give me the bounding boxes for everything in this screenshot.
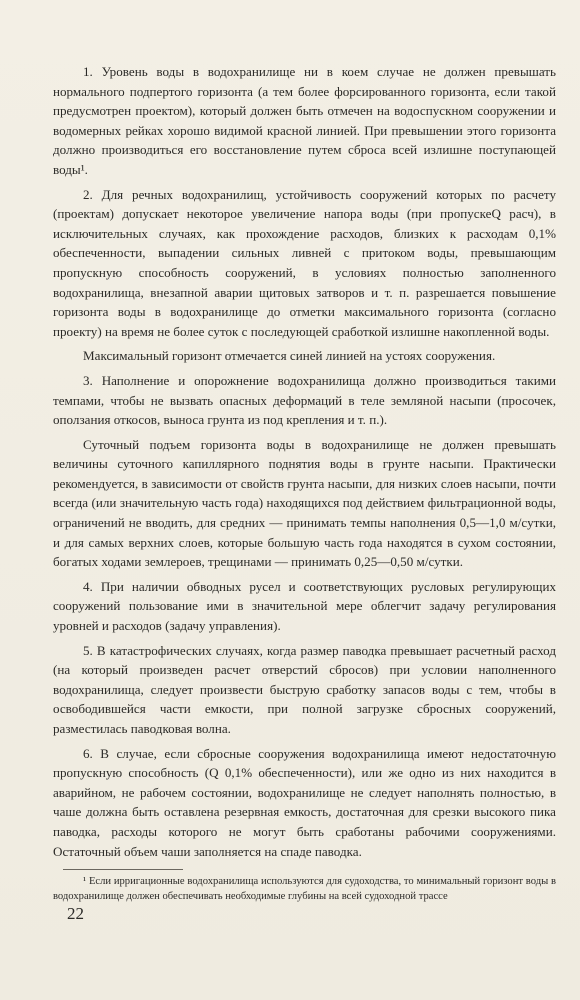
paragraph-7: 5. В катастрофических случаях, когда размер паводка превышает расчетный расход (на который произведен расчет отверстий сбросов) при условии наполненного водохранилища, следует произвести быструю сработку запасов воды с тем, чтобы в освободившейся части емкости, при полной загрузке сбросных сооружений, разместилась паводковая волна.: [53, 642, 556, 736]
paragraph-1: 1. Уровень воды в водохранилище ни в коем случае не должен превышать нормального подпертого горизонта (а тем более форсированного горизонта, если такой предусмотрен проектом), который должен быть отмечен на водоспускном сооружении и водомерных рейках хорошо видимой красной линией. При превышении этого горизонта должно производиться его восстановление путем сброса всей излишне поступающей воды¹.: [53, 64, 556, 177]
paragraph-3: Максимальный горизонт отмечается синей линией на устоях сооружения.: [83, 348, 496, 364]
paragraph-8: 6. В случае, если сбросные сооружения водохранилища имеют недостаточную пропускную способность (Q 0,1% обеспеченности), или же одно из них находится в аварийном, не рабочем состоянии, водохранилище не следует наполнять полностью, в чаше должна быть оставлена резервная емкость, достаточная для срезки высокого пика паводка, расходы которого не могут быть сработаны рабочими сооружениями. Остаточный объем чаши заполняется на спаде паводка.: [53, 745, 556, 859]
paragraph-2: 2. Для речных водохранилищ, устойчивость сооружений которых по расчету (проектам) допускает некоторое увеличение напора воды (при пропускеQ расч), в исключительных случаях, как прохождение расходов, близких к расходам 0,1% обеспеченности, выпадении сильных ливней с притоком воды, превышающим пропускную способность сооружений, в условиях полностью заполненного водохранилища, внезапной аварии щитовых затворов и т. п. разрешается повышение горизонта воды в водохранилище до отметки максимального горизонта (согласно проекту) на время не более суток с последующей сработкой излишне накопленной воды.: [53, 186, 556, 339]
footnote-divider: [63, 869, 183, 870]
paragraph-5: Суточный подъем горизонта воды в водохранилище не должен превышать величины суточного капиллярного поднятия воды в грунте насыпи. Практически рекомендуется, в зависимости от свойств грунта насыпи, для низких слоев насыпи, почти всегда (или значительную часть года) находящихся под действием фильтрационной воды, ограничений не вводить, для средних — принимать темпы наполнения 0,5—1,0 м/сутки, и для самых верхних слоев, которые большую часть года находятся в сухом состоянии, богатых ходами землероев, трещинами — принимать 0,25—0,50 м/сутки.: [53, 436, 556, 570]
body-text: [53, 62, 556, 904]
page-number: 22: [67, 904, 84, 923]
footnote: ¹ Если ирригационные водохранилища используются для судоходства, то минимальный горизонт воды в водохранилище должен обеспечивать необходимые глубины на всей судоходной трассе: [53, 876, 556, 903]
paragraph-4: 3. Наполнение и опорожнение водохранилища должно производиться такими темпами, чтобы не вызвать опасных деформаций в теле земляной насыпи (просочек, оползания откосов, выноса грунта из под крепления и т. п.).: [53, 372, 556, 428]
paragraph-6: 4. При наличии обводных русел и соответствующих русловых регулирующих сооружений пользование ими в значительной мере облегчит задачу регулирования уровней и расходов (задачу управления).: [53, 578, 556, 634]
